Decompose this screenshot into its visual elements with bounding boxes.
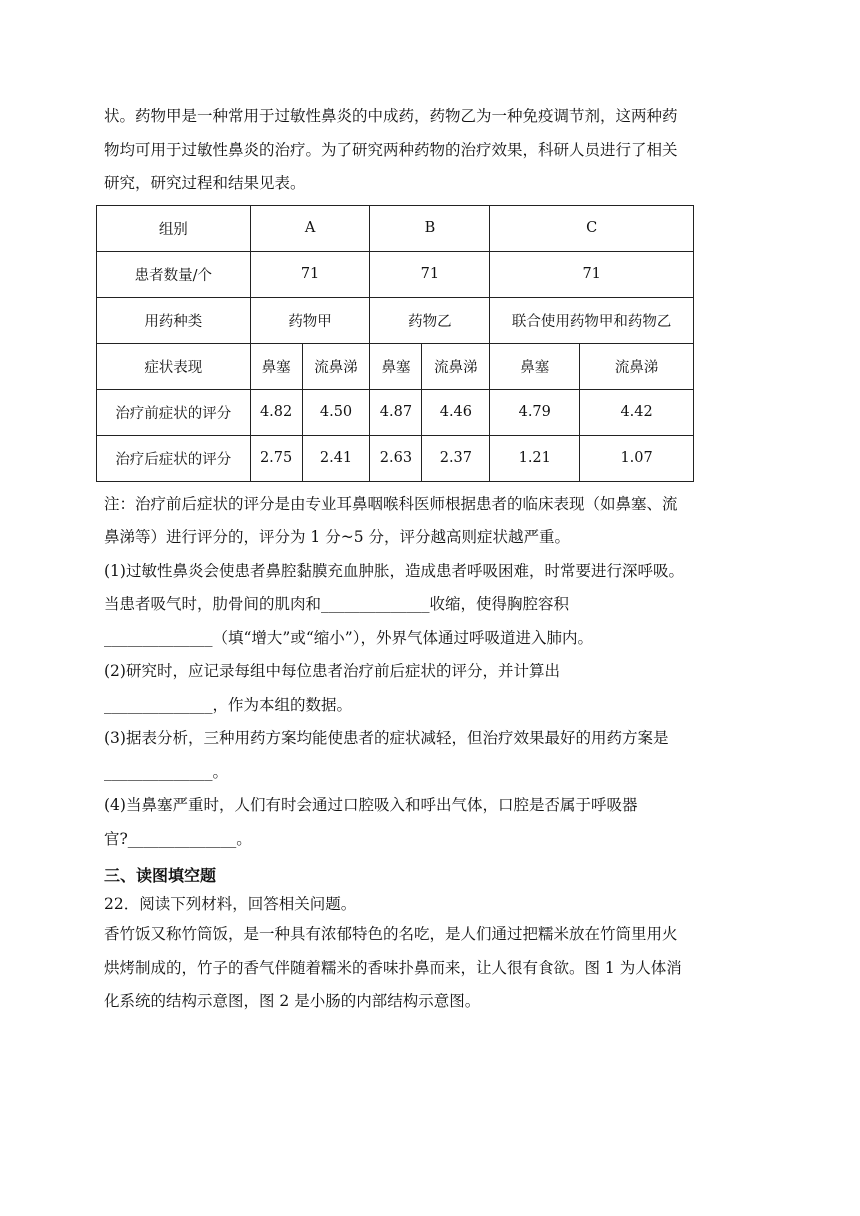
table-cell: 鼻塞 bbox=[250, 343, 302, 389]
table-cell: 4.82 bbox=[250, 389, 302, 435]
question-22-material bbox=[104, 918, 774, 1019]
table-cell: 71 bbox=[490, 251, 694, 297]
question-line: (3)据表分析，三种用药方案均能使患者的症状减轻，但治疗效果最好的用药方案是 bbox=[104, 729, 669, 747]
question-4 bbox=[104, 789, 774, 856]
document-page bbox=[104, 100, 774, 1019]
row-header: 治疗后症状的评分 bbox=[97, 435, 251, 481]
material-line: 化系统的结构示意图，图 2 是小肠的内部结构示意图。 bbox=[104, 992, 481, 1010]
intro-paragraph bbox=[104, 100, 774, 201]
question-line: ______________（填“增大”或“缩小”），外界气体通过呼吸道进入肺内。 bbox=[104, 628, 593, 647]
question-22 bbox=[104, 890, 774, 918]
question-line: (4)当鼻塞严重时，人们有时会通过口腔吸入和呼出气体，口腔是否属于呼吸器 bbox=[104, 796, 638, 814]
question-line: 22．阅读下列材料，回答相关问题。 bbox=[104, 895, 357, 913]
table-cell: 流鼻涕 bbox=[302, 343, 370, 389]
note-line: 鼻涕等）进行评分的，评分为 1 分~5 分，评分越高则症状越严重。 bbox=[104, 528, 570, 546]
material-line: 香竹饭又称竹筒饭，是一种具有浓郁特色的名吃，是人们通过把糯米放在竹筒里用火 bbox=[104, 925, 678, 943]
row-header: 症状表现 bbox=[97, 343, 251, 389]
table-cell: 鼻塞 bbox=[370, 343, 422, 389]
intro-line: 物均可用于过敏性鼻炎的治疗。为了研究两种药物的治疗效果，科研人员进行了相关 bbox=[104, 140, 678, 159]
question-1 bbox=[104, 555, 774, 656]
question-3 bbox=[104, 722, 774, 789]
table-cell: 71 bbox=[370, 251, 490, 297]
group-b-header: B bbox=[370, 205, 490, 251]
table-cell: 4.79 bbox=[490, 389, 580, 435]
row-header: 治疗前症状的评分 bbox=[97, 389, 251, 435]
table-cell: 2.37 bbox=[422, 435, 490, 481]
table-note bbox=[104, 488, 774, 555]
table-cell: 1.07 bbox=[580, 435, 694, 481]
question-line: (2)研究时，应记录每组中每位患者治疗前后症状的评分，并计算出 bbox=[104, 662, 560, 680]
table-row bbox=[97, 435, 694, 481]
intro-line: 研究，研究过程和结果见表。 bbox=[104, 174, 306, 192]
question-line: ______________。 bbox=[104, 762, 229, 781]
question-2 bbox=[104, 655, 774, 722]
table-cell: 鼻塞 bbox=[490, 343, 580, 389]
results-table bbox=[96, 205, 694, 482]
row-header: 患者数量/个 bbox=[97, 251, 251, 297]
row-header: 组别 bbox=[97, 205, 251, 251]
table-cell: 药物甲 bbox=[250, 297, 370, 343]
question-line: (1)过敏性鼻炎会使患者鼻腔黏膜充血肿胀，造成患者呼吸困难，时常要进行深呼吸。 bbox=[104, 561, 684, 580]
material-line: 烘烤制成的，竹子的香气伴随着糯米的香味扑鼻而来，让人很有食欲。图 1 为人体消 bbox=[104, 958, 682, 977]
table-cell: 2.41 bbox=[302, 435, 370, 481]
table-cell: 流鼻涕 bbox=[580, 343, 694, 389]
table-cell: 4.46 bbox=[422, 389, 490, 435]
section-title: 三、读图填空题 bbox=[104, 866, 217, 885]
question-line: ______________，作为本组的数据。 bbox=[104, 695, 353, 714]
table-row bbox=[97, 251, 694, 297]
table-cell: 4.87 bbox=[370, 389, 422, 435]
table-cell: 药物乙 bbox=[370, 297, 490, 343]
table-cell: 4.42 bbox=[580, 389, 694, 435]
table-cell: 2.75 bbox=[250, 435, 302, 481]
note-line: 注：治疗前后症状的评分是由专业耳鼻咽喉科医师根据患者的临床表现（如鼻塞、流 bbox=[104, 494, 678, 513]
table-row bbox=[97, 343, 694, 389]
table-row bbox=[97, 205, 694, 251]
question-line: 官?______________。 bbox=[104, 829, 252, 848]
table-row bbox=[97, 389, 694, 435]
group-a-header: A bbox=[250, 205, 370, 251]
table-row bbox=[97, 297, 694, 343]
table-cell: 71 bbox=[250, 251, 370, 297]
row-header: 用药种类 bbox=[97, 297, 251, 343]
question-line: 当患者吸气时，肋骨间的肌肉和______________收缩，使得胸腔容积 bbox=[104, 595, 570, 613]
table-cell: 1.21 bbox=[490, 435, 580, 481]
table-cell: 流鼻涕 bbox=[422, 343, 490, 389]
table-cell: 2.63 bbox=[370, 435, 422, 481]
table-cell: 联合使用药物甲和药物乙 bbox=[490, 297, 694, 343]
table-cell: 4.50 bbox=[302, 389, 370, 435]
intro-line: 状。药物甲是一种常用于过敏性鼻炎的中成药，药物乙为一种免疫调节剂，这两种药 bbox=[104, 107, 678, 125]
group-c-header: C bbox=[490, 205, 694, 251]
